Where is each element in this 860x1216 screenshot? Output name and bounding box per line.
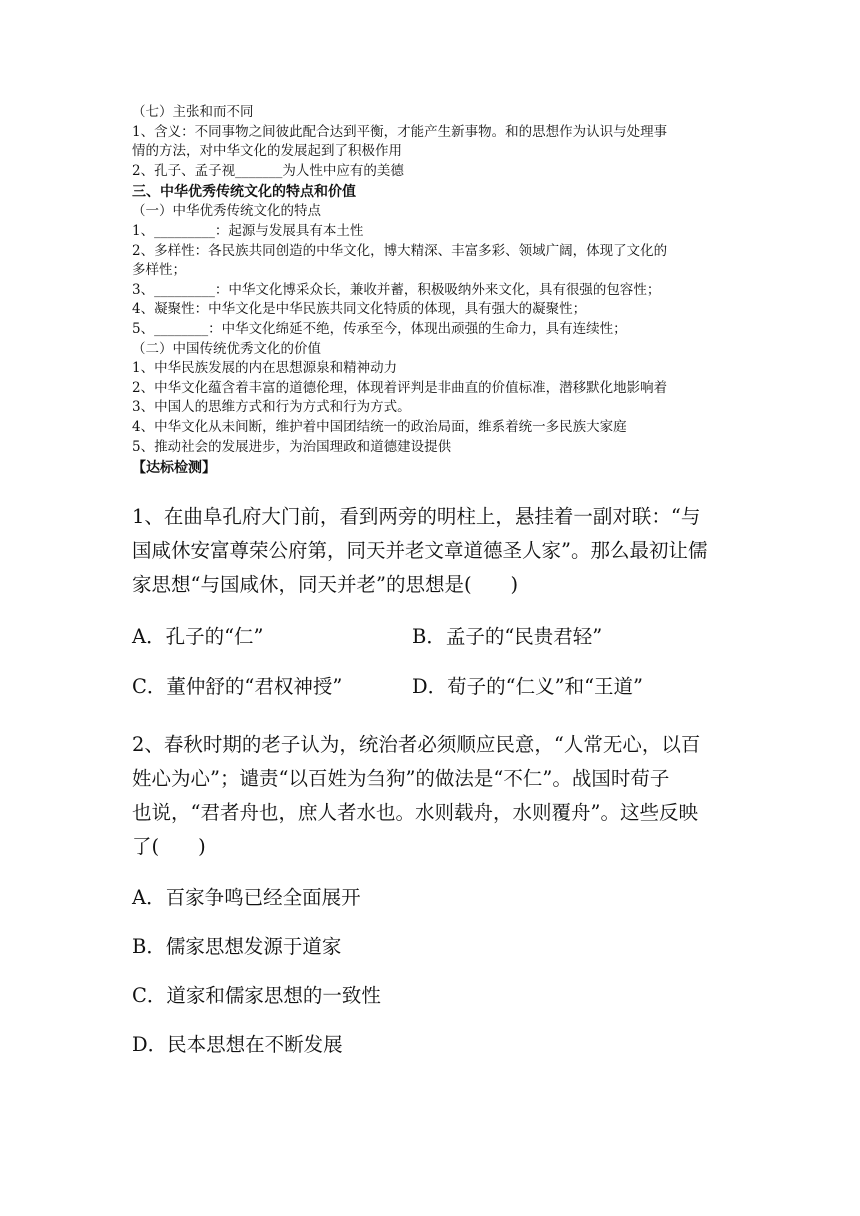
value-5: 5、推动社会的发展进步，为治国理政和道德建设提供	[132, 438, 452, 455]
question-2-line4: 了( )	[132, 835, 206, 859]
feature-2-line1: 2、多样性：各民族共同创造的中华文化，博大精深、丰富多彩、领域广阔，体现了文化的	[132, 242, 668, 259]
question-1-line2: 国咸休安富尊荣公府第，同天并老文章道德圣人家”。那么最初让儒	[132, 539, 708, 563]
question-2-line3: 也说，“君者舟也，庶人者水也。水则载舟，水则覆舟”。这些反映	[132, 801, 698, 825]
part3-heading: 三、中华优秀传统文化的特点和价值	[132, 184, 356, 201]
question-2	[132, 728, 732, 1060]
feature-1	[132, 222, 732, 242]
section7-item2-pre: 2、孔子、孟子视	[132, 162, 236, 179]
option-a[interactable]: A．孔子的“仁”	[132, 625, 264, 649]
feature-5	[132, 320, 732, 340]
feature-1-post: ：起源与发展具有本土性	[214, 222, 364, 239]
section7-item1-line2: 情的方法，对中华文化的发展起到了积极作用	[132, 143, 402, 160]
question-1-line1: 1、在曲阜孔府大门前，看到两旁的明柱上，悬挂着一副对联：“与	[132, 505, 701, 529]
section7-heading: （七）主张和而不同	[132, 104, 254, 120]
feature-3-post: ：中华文化博采众长，兼收并蓄，积极吸纳外来文化，具有很强的包容性；	[214, 281, 661, 298]
option-b[interactable]: B．儒家思想发源于道家	[132, 935, 342, 959]
feature-3-pre: 3、	[132, 281, 155, 298]
fill-blank[interactable]: _______	[235, 162, 283, 179]
feature-4: 4、凝聚性：中华文化是中华民族共同文化特质的体现，具有强大的凝聚性；	[132, 301, 587, 318]
section7-item2	[132, 162, 732, 182]
feature-2-line2: 多样性；	[132, 262, 186, 279]
test-heading: 【达标检测】	[132, 460, 216, 477]
option-c[interactable]: C．董仲舒的“君权神授”	[132, 675, 343, 699]
feature-5-post: ：中华文化绵延不绝，传承至今，体现出顽强的生命力，具有连续性；	[208, 320, 627, 337]
feature-1-pre: 1、	[132, 222, 155, 239]
document-page	[132, 103, 732, 1060]
feature-3	[132, 281, 732, 301]
value-3: 3、中国人的思维方式和行为方式和行为方式。	[132, 399, 411, 416]
option-a[interactable]: A．百家争鸣已经全面展开	[132, 886, 361, 910]
option-d[interactable]: D．民本思想在不断发展	[132, 1033, 343, 1057]
part3-sub2: （二）中国传统优秀文化的价值	[132, 340, 321, 357]
question-2-line2: 姓心为心”；谴责“以百姓为刍狗”的做法是“不仁”。战国时荀子	[132, 767, 670, 791]
question-1	[132, 500, 732, 702]
fill-blank[interactable]: ________	[154, 320, 209, 337]
option-d[interactable]: D．荀子的“仁义”和“王道”	[412, 675, 644, 699]
feature-5-pre: 5、	[132, 320, 155, 337]
option-b[interactable]: B．孟子的“民贵君轻”	[412, 625, 603, 649]
fill-blank[interactable]: _________	[154, 222, 215, 239]
value-4: 4、中华文化从未间断，维护着中国团结统一的政治局面，维系着统一多民族大家庭	[132, 418, 627, 435]
value-2: 2、中华文化蕴含着丰富的道德伦理，体现着评判是非曲直的价值标准，潜移默化地影响着	[132, 379, 668, 396]
part3-sub1: （一）中华优秀传统文化的特点	[132, 203, 321, 220]
section7-item1-line1: 1、含义：不同事物之间彼此配合达到平衡，才能产生新事物。和的思想作为认识与处理事	[132, 123, 668, 140]
value-1: 1、中华民族发展的内在思想源泉和精神动力	[132, 360, 398, 377]
question-1-options-row2	[132, 672, 732, 702]
option-c[interactable]: C．道家和儒家思想的一致性	[132, 984, 381, 1008]
fill-blank[interactable]: _________	[154, 281, 215, 298]
question-2-line1: 2、春秋时期的老子认为，统治者必须顺应民意，“人常无心，以百	[132, 733, 701, 757]
question-1-line3: 家思想“与国咸休，同天并老”的思想是( )	[132, 573, 519, 597]
question-1-options-row1	[132, 622, 732, 652]
section7-item2-post: 为人性中应有的美德	[282, 162, 404, 179]
